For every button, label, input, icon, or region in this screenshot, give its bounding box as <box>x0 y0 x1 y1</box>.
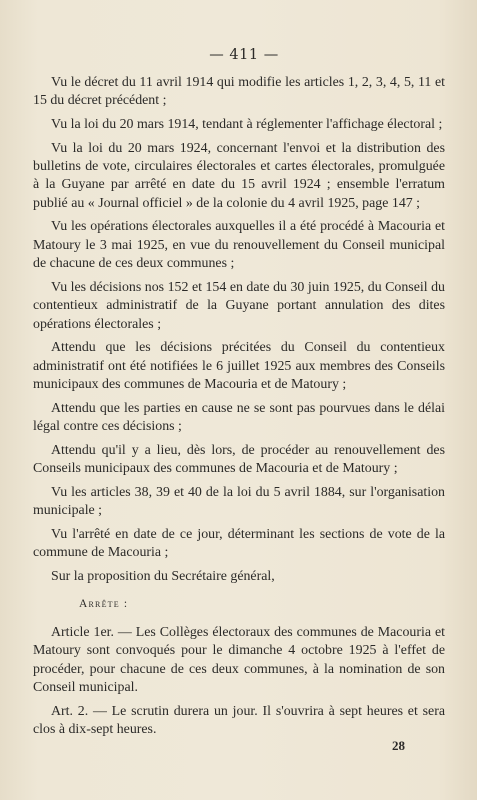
signature-number: 28 <box>392 738 405 753</box>
arrete-heading: Arrête : <box>79 598 129 611</box>
paragraph-decisions-contentieux: Vu les décisions nos 152 et 154 en date du 30 juin 1925, du Conseil du contentieux administratif de la Guyane portant annulation des dites opérations électorales ; <box>33 279 445 332</box>
page-number: — 411 — <box>209 47 279 63</box>
paragraph-attendu-renouvellement: Attendu qu'il y a lieu, dès lors, de procéder au renouvellement des Conseils municipaux des communes de Macouria et de Matoury ; <box>33 442 445 477</box>
paragraph-attendu-notification: Attendu que les décisions précitées du Conseil du contentieux administratif ont été notifiées le 6 juillet 1925 aux membres des Conseils municipaux des communes de Macouria et de Matoury ; <box>33 340 445 393</box>
paragraph-loi-bulletins: Vu la loi du 20 mars 1924, concernant l'envoi et la distribution des bulletins de vote, circulaires électorales et cartes électorales, promulguée à la Guyane par arrêté en date du 15 avril 1924 ; ensemble l'erratum publié au « Journal officiel » de la colonie du 4 avril 1925, page 147 ; <box>33 140 445 211</box>
article-2: Art. 2. — Le scrutin durera un jour. Il s'ouvrira à sept heures et sera clos à dix-sept heures. <box>33 703 445 738</box>
paragraph-attendu-pourvoi: Attendu que les parties en cause ne se sont pas pourvues dans le délai légal contre ces décisions ; <box>33 400 445 435</box>
proposition-line: Sur la proposition du Secrétaire général, <box>51 568 275 584</box>
paragraph-arrete-sections: Vu l'arrêté en date de ce jour, déterminant les sections de vote de la commune de Macouria ; <box>33 526 445 561</box>
paragraph-loi-affichage: Vu la loi du 20 mars 1914, tendant à réglementer l'affichage électoral ; <box>51 117 443 132</box>
paragraph-operations-electorales: Vu les opérations électorales auxquelles il a été procédé à Macouria et Matoury le 3 mai 1925, en vue du renouvellement du Conseil municipal de chacune de ces deux communes ; <box>33 219 445 272</box>
article-1: Article 1er. — Les Collèges électoraux des communes de Macouria et Matoury sont convoqués pour le dimanche 4 octobre 1925 à l'effet de procéder, pour chacune de ces deux communes, à la nomination de son Conseil municipal. <box>33 625 445 696</box>
paragraph-articles-loi-1884: Vu les articles 38, 39 et 40 de la loi du 5 avril 1884, sur l'organisation municipale ; <box>33 484 445 519</box>
paragraph-decret-1914: Vu le décret du 11 avril 1914 qui modifie les articles 1, 2, 3, 4, 5, 11 et 15 du décret précédent ; <box>33 75 445 109</box>
